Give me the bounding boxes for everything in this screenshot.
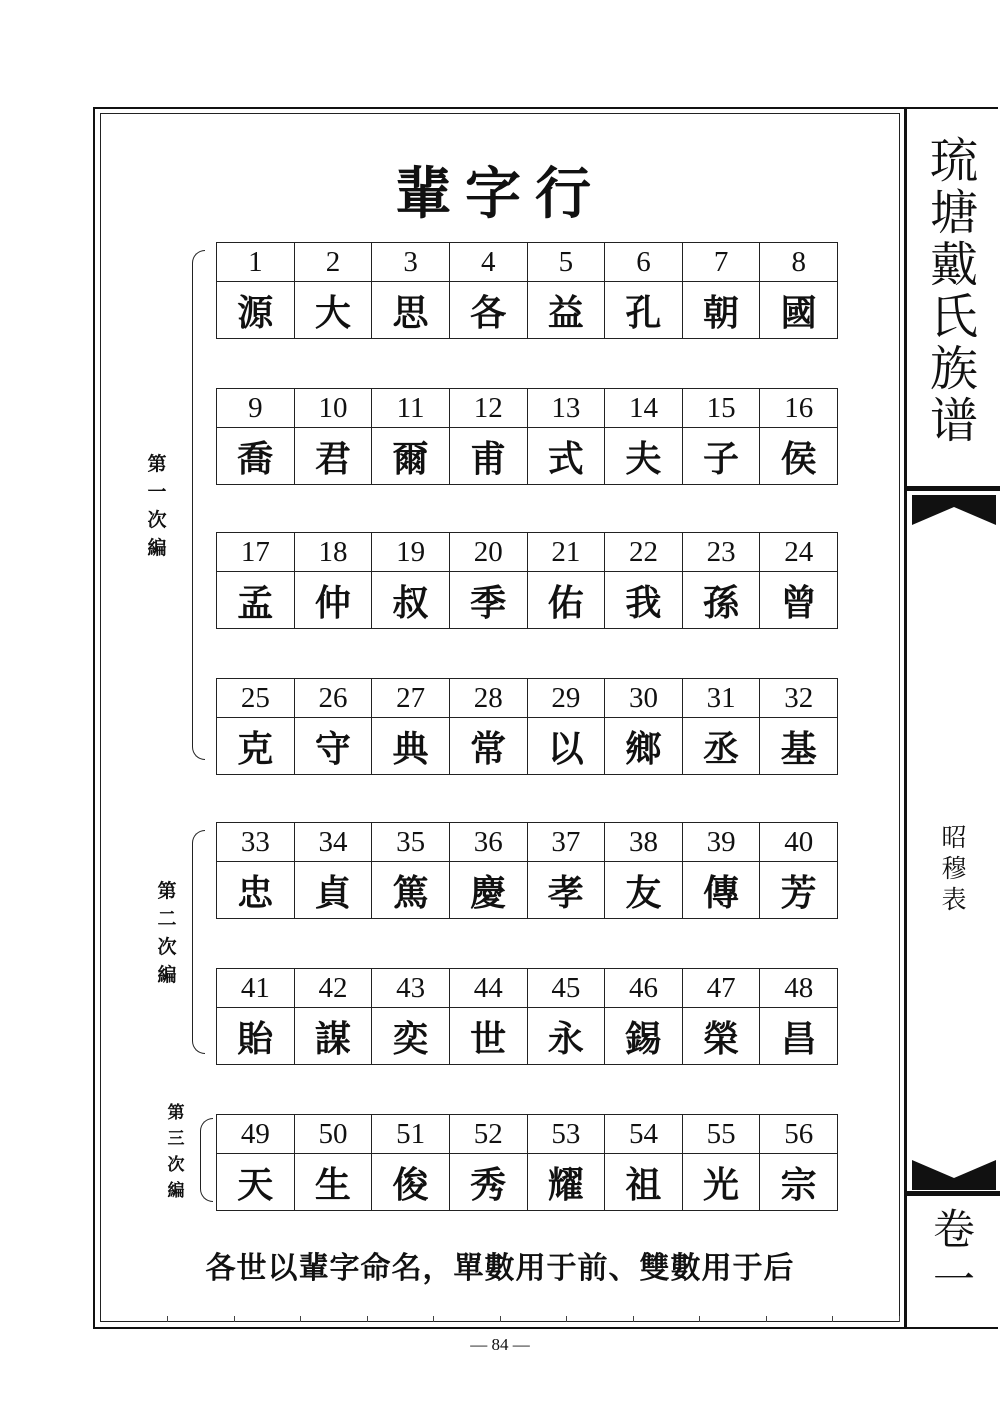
sequence-number: 32 bbox=[760, 679, 838, 718]
sequence-number: 29 bbox=[527, 679, 605, 718]
generation-character: 孫 bbox=[682, 572, 760, 629]
sequence-number: 16 bbox=[760, 389, 838, 428]
generation-character: 友 bbox=[605, 862, 683, 919]
generation-character: 宗 bbox=[760, 1154, 838, 1211]
generation-character: 守 bbox=[294, 718, 372, 775]
volume-label bbox=[910, 1205, 998, 1305]
generation-character: 思 bbox=[372, 282, 450, 339]
chevron-up-icon bbox=[912, 1160, 996, 1190]
generation-character: 基 bbox=[760, 718, 838, 775]
generation-character: 侯 bbox=[760, 428, 838, 485]
generation-character: 俊 bbox=[372, 1154, 450, 1211]
generation-character: 傳 bbox=[682, 862, 760, 919]
sequence-number: 53 bbox=[527, 1115, 605, 1154]
generation-character: 耀 bbox=[527, 1154, 605, 1211]
group-brace-2 bbox=[192, 830, 205, 1054]
sequence-number: 17 bbox=[217, 533, 295, 572]
generation-character: 慶 bbox=[449, 862, 527, 919]
section-label bbox=[910, 822, 998, 915]
sidebar-rule-top bbox=[907, 486, 1000, 491]
sequence-number: 33 bbox=[217, 823, 295, 862]
sequence-number: 50 bbox=[294, 1115, 372, 1154]
sequence-number: 40 bbox=[760, 823, 838, 862]
generation-character: 世 bbox=[449, 1008, 527, 1065]
generation-character: 朝 bbox=[682, 282, 760, 339]
sequence-number-row bbox=[217, 533, 838, 572]
generation-character: 忠 bbox=[217, 862, 295, 919]
generation-character: 光 bbox=[682, 1154, 760, 1211]
sequence-number: 27 bbox=[372, 679, 450, 718]
generation-character: 丞 bbox=[682, 718, 760, 775]
sequence-number-row bbox=[217, 823, 838, 862]
sequence-number: 44 bbox=[449, 969, 527, 1008]
vertical-text: 昭穆表 bbox=[941, 823, 967, 914]
sequence-number-row bbox=[217, 969, 838, 1008]
page-number: — 84 — bbox=[470, 1335, 530, 1354]
sequence-number: 6 bbox=[605, 243, 683, 282]
generation-character: 鄉 bbox=[605, 718, 683, 775]
margin-tick bbox=[832, 1316, 833, 1322]
group-label-1: 第一次編 bbox=[147, 453, 167, 559]
sequence-number: 30 bbox=[605, 679, 683, 718]
margin-tick bbox=[234, 1316, 235, 1322]
character-row bbox=[217, 1008, 838, 1065]
naming-rule-note: 各世以輩字命名，單數用于前、雙數用于后 bbox=[205, 1251, 795, 1286]
generation-character: 永 bbox=[527, 1008, 605, 1065]
sequence-number: 20 bbox=[449, 533, 527, 572]
generation-character: 喬 bbox=[217, 428, 295, 485]
sequence-number: 51 bbox=[372, 1115, 450, 1154]
generation-character: 仲 bbox=[294, 572, 372, 629]
character-row bbox=[217, 428, 838, 485]
margin-tick bbox=[167, 1316, 168, 1322]
generation-character: 常 bbox=[449, 718, 527, 775]
generation-character: 各 bbox=[449, 282, 527, 339]
generation-table-row-5 bbox=[216, 822, 838, 919]
generation-table-row-6 bbox=[216, 968, 838, 1065]
generation-character: 國 bbox=[760, 282, 838, 339]
generation-character: 克 bbox=[217, 718, 295, 775]
sequence-number-row bbox=[217, 243, 838, 282]
margin-tick bbox=[633, 1316, 634, 1322]
sequence-number: 37 bbox=[527, 823, 605, 862]
sequence-number: 49 bbox=[217, 1115, 295, 1154]
generation-character: 祖 bbox=[605, 1154, 683, 1211]
generation-table-row-2 bbox=[216, 388, 838, 485]
margin-tick bbox=[367, 1316, 368, 1322]
sequence-number: 31 bbox=[682, 679, 760, 718]
group-label-3: 第三次編 bbox=[167, 1103, 185, 1201]
sequence-number: 18 bbox=[294, 533, 372, 572]
book-title bbox=[910, 135, 998, 447]
sequence-number: 46 bbox=[605, 969, 683, 1008]
generation-character: 式 bbox=[527, 428, 605, 485]
generation-character: 以 bbox=[527, 718, 605, 775]
generation-character: 孝 bbox=[527, 862, 605, 919]
generation-character: 源 bbox=[217, 282, 295, 339]
character-row bbox=[217, 282, 838, 339]
margin-tick bbox=[699, 1316, 700, 1322]
margin-tick bbox=[566, 1316, 567, 1322]
group-label-2: 第二次編 bbox=[157, 880, 177, 986]
vertical-text: 琉塘戴氏族谱 bbox=[930, 133, 979, 449]
generation-character: 生 bbox=[294, 1154, 372, 1211]
character-row bbox=[217, 862, 838, 919]
sequence-number: 14 bbox=[605, 389, 683, 428]
margin-tick bbox=[433, 1316, 434, 1322]
sequence-number: 4 bbox=[449, 243, 527, 282]
sequence-number-row bbox=[217, 389, 838, 428]
generation-table-row-1 bbox=[216, 242, 838, 339]
sequence-number: 45 bbox=[527, 969, 605, 1008]
sequence-number: 35 bbox=[372, 823, 450, 862]
sequence-number: 7 bbox=[682, 243, 760, 282]
generation-character: 芳 bbox=[760, 862, 838, 919]
sidebar-divider bbox=[904, 107, 907, 1329]
generation-character: 錫 bbox=[605, 1008, 683, 1065]
sequence-number: 9 bbox=[217, 389, 295, 428]
generation-character: 益 bbox=[527, 282, 605, 339]
margin-tick bbox=[300, 1316, 301, 1322]
generation-character: 昌 bbox=[760, 1008, 838, 1065]
generation-table-row-4 bbox=[216, 678, 838, 775]
generation-character: 貞 bbox=[294, 862, 372, 919]
generation-character: 典 bbox=[372, 718, 450, 775]
vertical-text: 卷一 bbox=[933, 1205, 976, 1304]
generation-character: 叔 bbox=[372, 572, 450, 629]
generation-character: 天 bbox=[217, 1154, 295, 1211]
generation-character: 佑 bbox=[527, 572, 605, 629]
sequence-number: 56 bbox=[760, 1115, 838, 1154]
generation-character: 謀 bbox=[294, 1008, 372, 1065]
margin-tick bbox=[899, 1316, 900, 1322]
sequence-number: 41 bbox=[217, 969, 295, 1008]
character-row bbox=[217, 572, 838, 629]
sequence-number: 52 bbox=[449, 1115, 527, 1154]
generation-character: 子 bbox=[682, 428, 760, 485]
margin-tick bbox=[766, 1316, 767, 1322]
sequence-number: 34 bbox=[294, 823, 372, 862]
sequence-number: 55 bbox=[682, 1115, 760, 1154]
generation-character: 甫 bbox=[449, 428, 527, 485]
sequence-number-row bbox=[217, 679, 838, 718]
sequence-number: 15 bbox=[682, 389, 760, 428]
sequence-number: 22 bbox=[605, 533, 683, 572]
generation-character: 君 bbox=[294, 428, 372, 485]
sequence-number: 12 bbox=[449, 389, 527, 428]
sequence-number: 3 bbox=[372, 243, 450, 282]
generation-table-row-7 bbox=[216, 1114, 838, 1211]
generation-character: 篤 bbox=[372, 862, 450, 919]
sidebar-rule-bottom bbox=[907, 1191, 1000, 1196]
sequence-number: 26 bbox=[294, 679, 372, 718]
generation-character: 大 bbox=[294, 282, 372, 339]
sequence-number: 21 bbox=[527, 533, 605, 572]
character-row bbox=[217, 1154, 838, 1211]
sequence-number: 1 bbox=[217, 243, 295, 282]
sequence-number: 39 bbox=[682, 823, 760, 862]
generation-character: 曾 bbox=[760, 572, 838, 629]
sequence-number: 43 bbox=[372, 969, 450, 1008]
generation-character: 夫 bbox=[605, 428, 683, 485]
sequence-number: 54 bbox=[605, 1115, 683, 1154]
sequence-number: 23 bbox=[682, 533, 760, 572]
generation-character: 季 bbox=[449, 572, 527, 629]
generation-character: 奕 bbox=[372, 1008, 450, 1065]
generation-character: 爾 bbox=[372, 428, 450, 485]
margin-tick bbox=[500, 1316, 501, 1322]
sequence-number: 13 bbox=[527, 389, 605, 428]
sequence-number: 5 bbox=[527, 243, 605, 282]
generation-character: 榮 bbox=[682, 1008, 760, 1065]
character-row bbox=[217, 718, 838, 775]
generation-character: 貽 bbox=[217, 1008, 295, 1065]
sequence-number: 48 bbox=[760, 969, 838, 1008]
sequence-number-row bbox=[217, 1115, 838, 1154]
sequence-number: 28 bbox=[449, 679, 527, 718]
generation-character: 我 bbox=[605, 572, 683, 629]
sequence-number: 19 bbox=[372, 533, 450, 572]
sequence-number: 38 bbox=[605, 823, 683, 862]
sequence-number: 11 bbox=[372, 389, 450, 428]
sequence-number: 10 bbox=[294, 389, 372, 428]
generation-character: 孔 bbox=[605, 282, 683, 339]
generation-table-row-3 bbox=[216, 532, 838, 629]
group-brace-1 bbox=[192, 250, 205, 760]
chevron-down-icon bbox=[912, 495, 996, 525]
sequence-number: 47 bbox=[682, 969, 760, 1008]
sequence-number: 8 bbox=[760, 243, 838, 282]
generation-character: 秀 bbox=[449, 1154, 527, 1211]
sequence-number: 2 bbox=[294, 243, 372, 282]
group-brace-3 bbox=[200, 1118, 213, 1202]
sequence-number: 24 bbox=[760, 533, 838, 572]
sequence-number: 42 bbox=[294, 969, 372, 1008]
sequence-number: 25 bbox=[217, 679, 295, 718]
sequence-number: 36 bbox=[449, 823, 527, 862]
page-title: 輩字行 bbox=[395, 161, 605, 227]
generation-character: 孟 bbox=[217, 572, 295, 629]
